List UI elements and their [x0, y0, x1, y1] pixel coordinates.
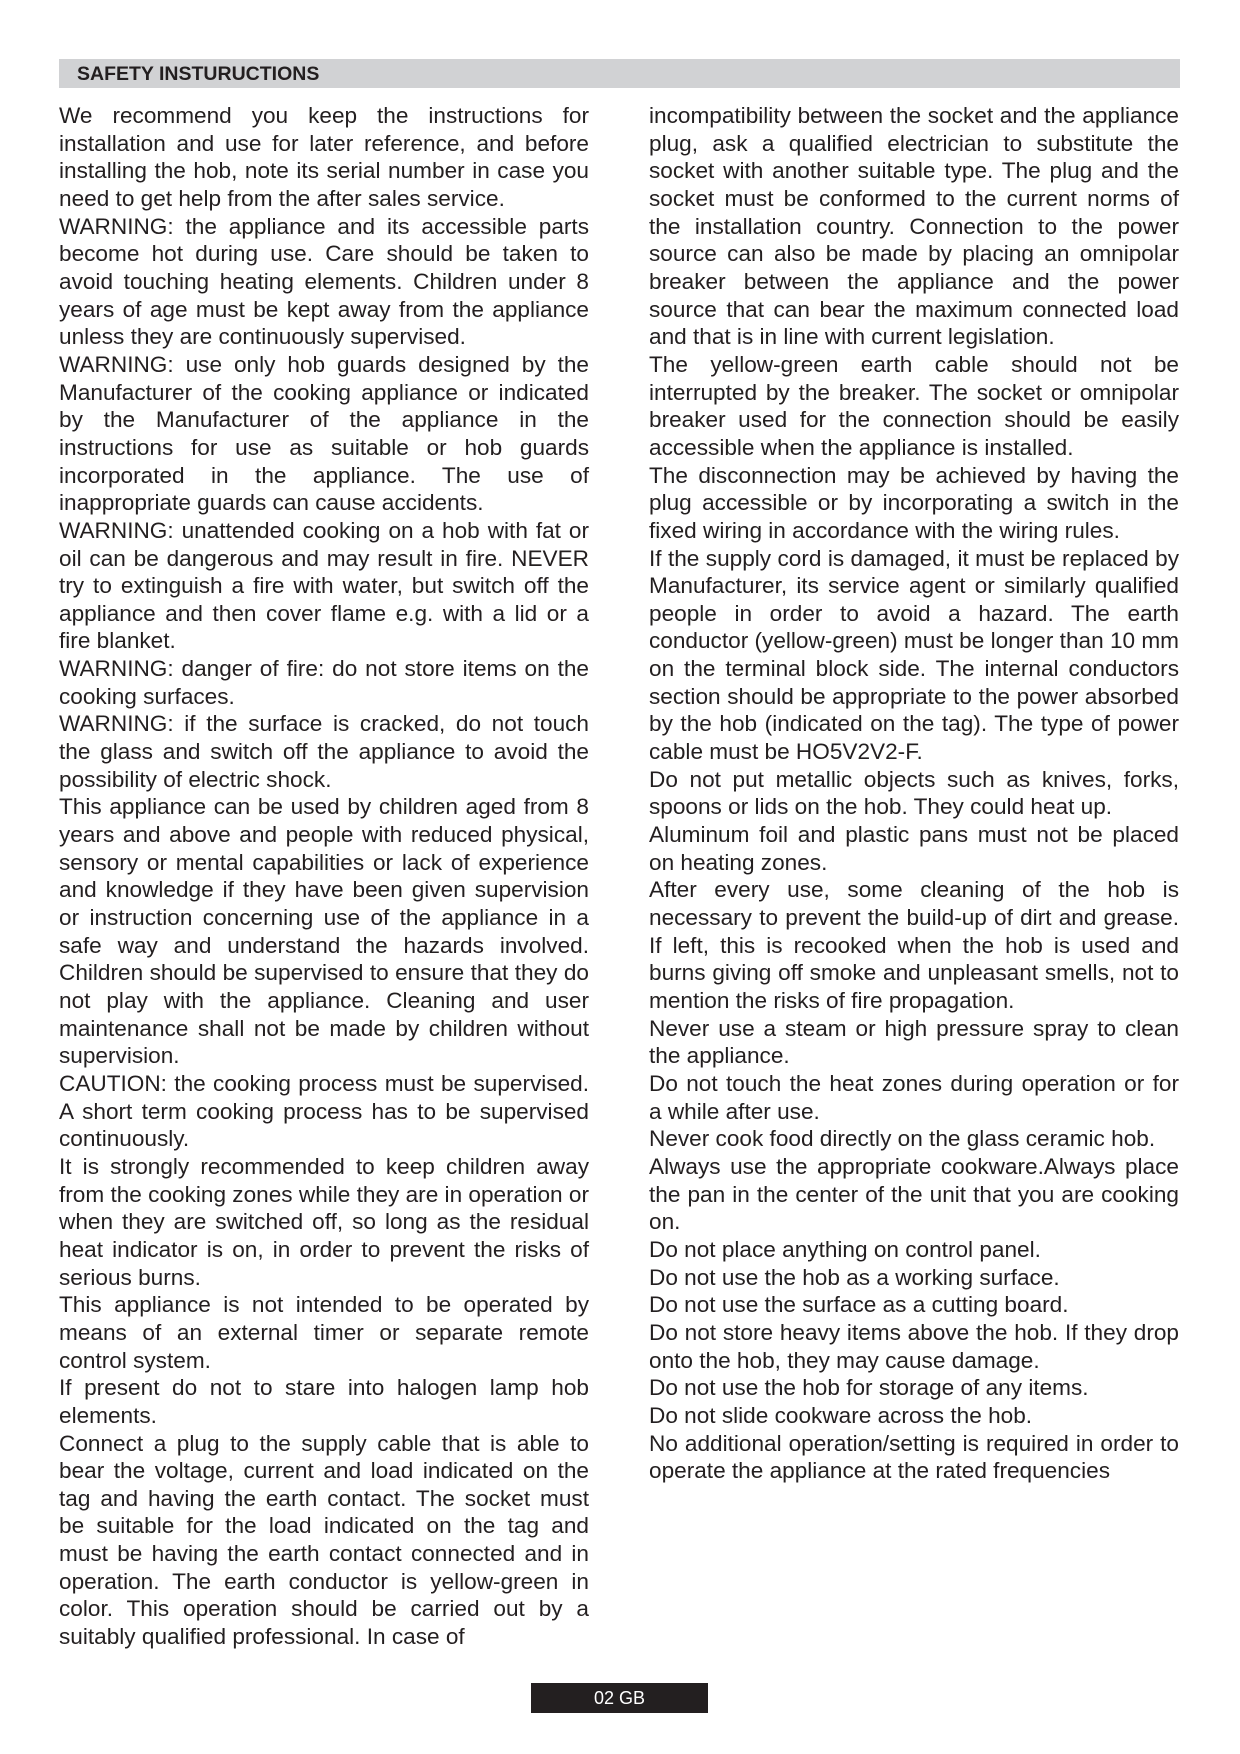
paragraph-warning-hot-parts: WARNING: the appliance and its accessible parts become hot during use. Care should be taken to avoid touching heating elements. Children under 8 years of age must be kept away from the appliance unless they are continuously supervised.: [59, 213, 589, 350]
paragraph-supply-cord-damaged: If the supply cord is damaged, it must be replaced by Manufacturer, its service agent or similarly qualified people in order to avoid a hazard. The earth conductor (yellow-green) must be longer than 10 mm on the terminal block side. The internal conductors section should be appropriate to the power absorbed by the hob (indicated on the tag). The type of power cable must be HO5V2V2-F.: [649, 545, 1179, 765]
paragraph-heat-zones: Do not touch the heat zones during operation or for a while after use.: [649, 1070, 1179, 1124]
page-number-label: 02 GB: [593, 1688, 646, 1708]
paragraph-warning-fat-oil: WARNING: unattended cooking on a hob with fat or oil can be dangerous and may result in fire. NEVER try to extinguish a fire with water, but switch off the appliance and then cover flame e.g. with a lid or a fire blanket.: [59, 517, 589, 654]
paragraph-storage: Do not use the hob for storage of any items.: [649, 1375, 1089, 1401]
paragraph-disconnection: The disconnection may be achieved by having the plug accessible or by incorporating a switch in the fixed wiring in accordance with the wiring rules.: [649, 462, 1179, 543]
paragraph-no-steam-spray: Never use a steam or high pressure spray to clean the appliance.: [649, 1015, 1179, 1069]
paragraph-children-usage: This appliance can be used by children aged from 8 years and above and people with reduced physical, sensory or mental capabilities or lack of experience and knowledge if they have been given supervision or instruction concerning use of the appliance in a safe way and understand the hazards involved. Children should be supervised to ensure that they do not play with the appliance. Cleaning and user maintenance shall not be made by children without supervision.: [59, 794, 589, 1069]
paragraph-control-panel: Do not place anything on control panel.: [649, 1236, 1041, 1262]
paragraph-warning-danger-of-fire: WARNING: danger of fire: do not store items on the cooking surfaces.: [59, 656, 589, 709]
paragraph-slide-cookware: Do not slide cookware across the hob.: [649, 1402, 1033, 1428]
paragraph-cook-directly: Never cook food directly on the glass ceramic hob.: [649, 1126, 1156, 1152]
paragraph-appropriate-cookware: Always use the appropriate cookware.Always place the pan in the center of the unit that you are cooking on.: [649, 1153, 1179, 1235]
paragraph-socket-incompatibility: incompatibility between the socket and the appliance plug, ask a qualified electrician to substitute the socket with another suitable type. The plug and the socket must be conformed to the current norms of the installation country. Connection to the power source can also be made by placing an omnipolar breaker between the appliance and the power source that can bear the maximum connected load and that is in line with current legislation.: [649, 103, 1179, 350]
paragraph-heavy-items: Do not store heavy items above the hob. If they drop onto the hob, they may cause damage.: [649, 1319, 1179, 1373]
right-column: [649, 102, 1179, 1485]
section-header-bar: [59, 59, 1180, 88]
paragraph-connect-plug: Connect a plug to the supply cable that is able to bear the voltage, current and load indicated on the tag and having the earth contact. The socket must be suitable for the load indicated on the tag and must be having the earth contact connected and in operation. The earth conductor is yellow-green in color. This operation should be carried out by a suitably qualified professional. In case of: [59, 1430, 589, 1650]
paragraph-keep-instructions: We recommend you keep the instructions for installation and use for later reference, and before installing the hob, note its serial number in case you need to get help from the after sales service.: [59, 103, 589, 211]
paragraph-cleaning-after-use: After every use, some cleaning of the hob is necessary to prevent the build-up of dirt and grease. If left, this is recooked when the hob is used and burns giving off smoke and unpleasant smells, not to mention the risks of fire propagation.: [649, 877, 1179, 1013]
paragraph-earth-cable: The yellow-green earth cable should not be interrupted by the breaker. The socket or omnipolar breaker used for the connection should be easily accessible when the appliance is installed.: [649, 351, 1179, 460]
paragraph-cutting-board: Do not use the surface as a cutting board.: [649, 1292, 1069, 1318]
paragraph-aluminum-foil: Aluminum foil and plastic pans must not be placed on heating zones.: [649, 822, 1179, 875]
section-title: SAFETY INSTURUCTIONS: [77, 63, 320, 85]
paragraph-external-timer: This appliance is not intended to be operated by means of an external timer or separate remote control system.: [59, 1292, 589, 1373]
left-column: [59, 102, 589, 1651]
paragraph-halogen-lamp: If present do not to stare into halogen lamp hob elements.: [59, 1375, 589, 1428]
paragraph-rated-frequencies: No additional operation/setting is required in order to operate the appliance at the rated frequencies: [649, 1430, 1179, 1484]
paragraph-caution-supervised: CAUTION: the cooking process must be supervised. A short term cooking process has to be supervised continuously.: [59, 1070, 589, 1152]
page-number-box: [531, 1683, 708, 1713]
paragraph-warning-cracked-surface: WARNING: if the surface is cracked, do not touch the glass and switch off the appliance to avoid the possibility of electric shock.: [59, 711, 589, 792]
paragraph-keep-children-away: It is strongly recommended to keep children away from the cooking zones while they are in operation or when they are switched off, so long as the residual heat indicator is on, in order to prevent the risks of serious burns.: [59, 1153, 589, 1290]
paragraph-metallic-objects: Do not put metallic objects such as knives, forks, spoons or lids on the hob. They could heat up.: [649, 766, 1179, 820]
paragraph-warning-hob-guards: WARNING: use only hob guards designed by the Manufacturer of the cooking appliance or indicated by the Manufacturer of the appliance in the instructions for use as suitable or hob guards incorporated in the appliance. The use of inappropriate guards can cause accidents.: [59, 351, 589, 516]
paragraph-working-surface: Do not use the hob as a working surface.: [649, 1264, 1060, 1290]
